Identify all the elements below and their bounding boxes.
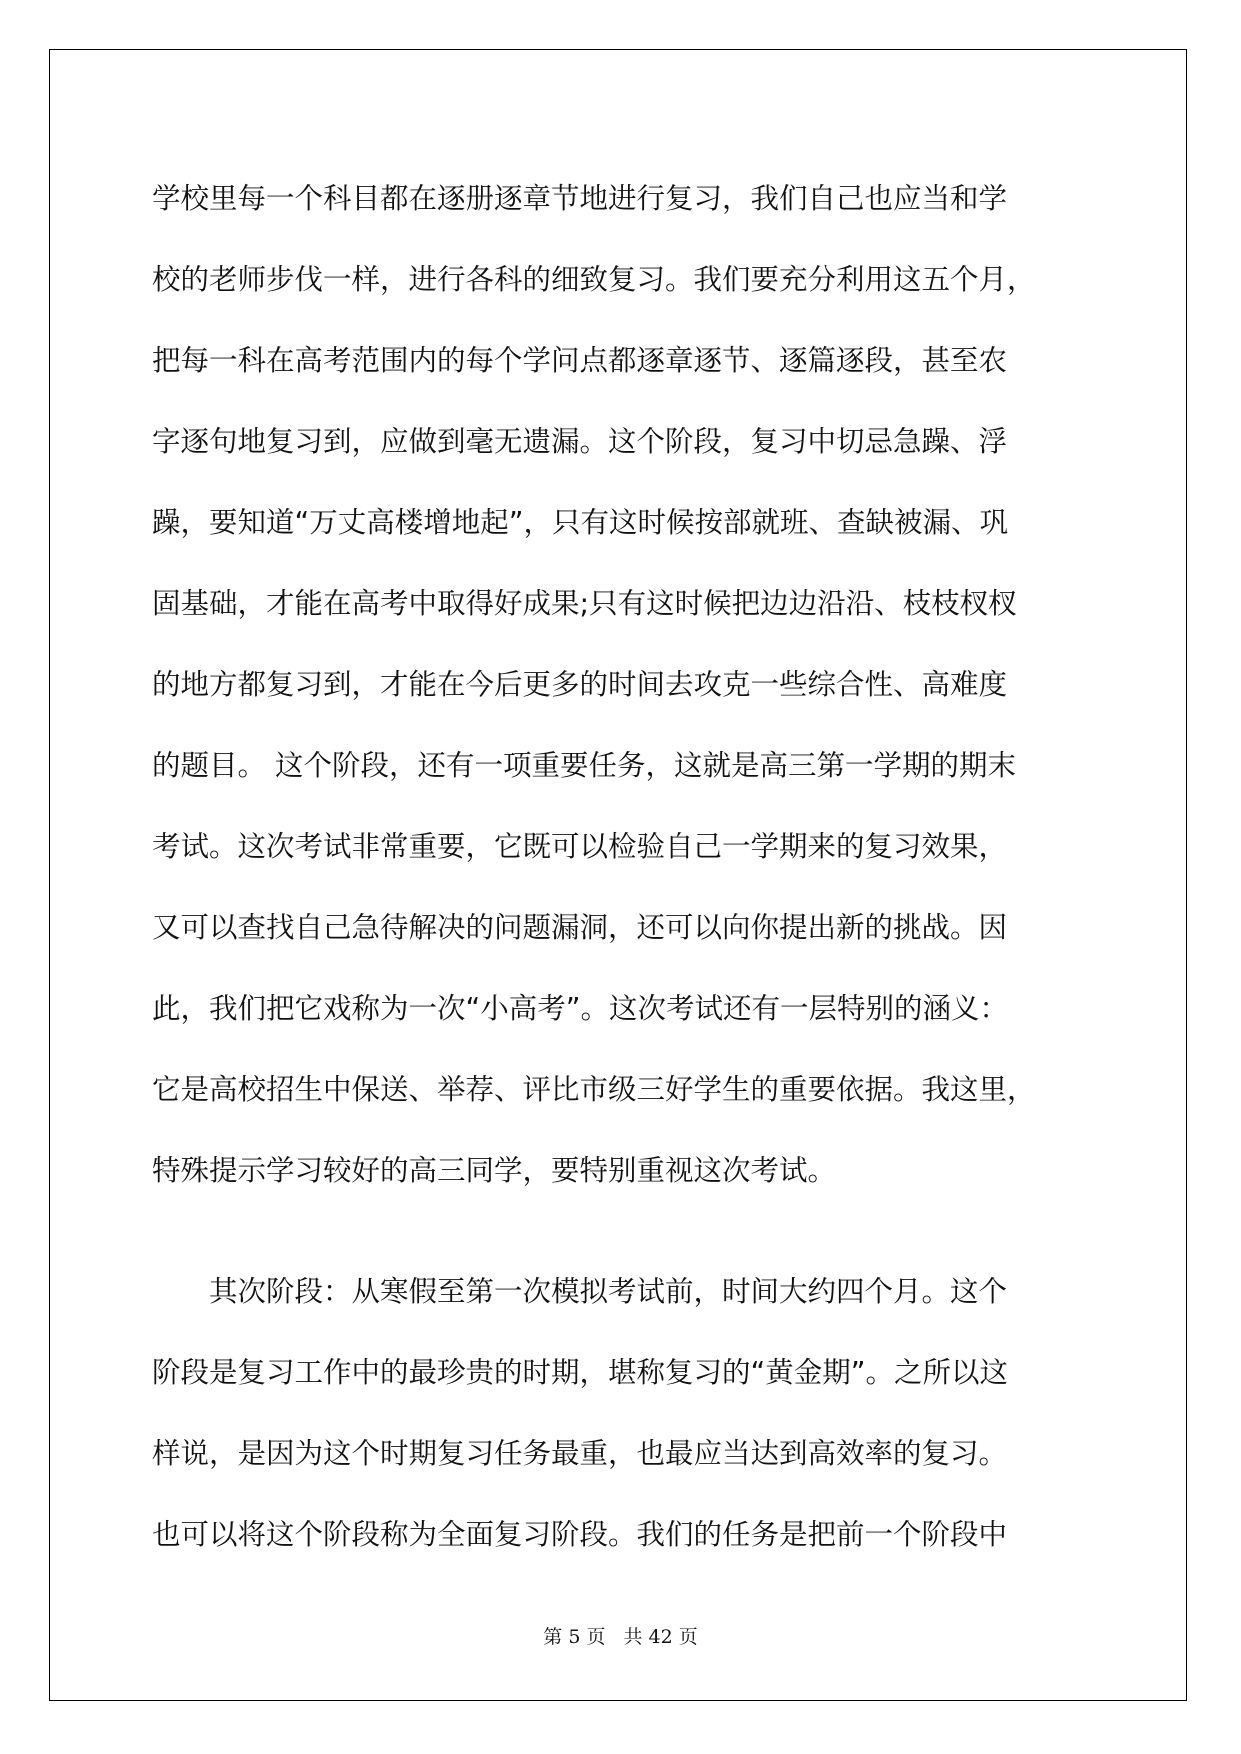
text-line: 固基础，才能在高考中取得好成果;只有这时候把边边沿沿、枝枝杈杈: [152, 587, 1017, 620]
text-line: 考试。这次考试非常重要，它既可以检验自己一学期来的复习效果，: [152, 830, 1008, 863]
text-line: 学校里每一个科目都在逐册逐章节地进行复习，我们自己也应当和学: [152, 182, 1008, 215]
text-line: 的地方都复习到，才能在今后更多的时间去攻克一些综合性、高难度: [152, 668, 1008, 701]
text-line: 躁，要知道“万丈高楼增地起”，只有这时候按部就班、查缺被漏、巩: [152, 506, 1009, 539]
page-number-total: 共 42 页: [623, 1626, 698, 1648]
page-footer: [0, 1622, 1241, 1649]
page-number-current: 第 5 页: [543, 1626, 606, 1648]
text-line: 其次阶段：从寒假至第一次模拟考试前，时间大约四个月。这个: [152, 1275, 1008, 1308]
document-body: [152, 158, 1102, 1575]
text-line: 把每一科在高考范围内的每个学问点都逐章逐节、逐篇逐段，甚至农: [152, 344, 1008, 377]
text-line: 它是高校招生中保送、举荐、评比市级三好学生的重要依据。我这里，: [152, 1073, 1036, 1106]
text-line: 阶段是复习工作中的最珍贵的时期，堪称复习的“黄金期”。之所以这: [152, 1356, 1009, 1389]
text-line: 特殊提示学习较好的高三同学，要特别重视这次考试。: [152, 1154, 837, 1187]
text-line: 字逐句地复习到，应做到毫无遗漏。这个阶段，复习中切忌急躁、浮: [152, 425, 1008, 458]
text-line: 校的老师步伐一样，进行各科的细致复习。我们要充分利用这五个月，: [152, 263, 1036, 296]
text-line: 样说，是因为这个时期复习任务最重，也最应当达到高效率的复习。: [152, 1437, 1008, 1470]
text-line: 此，我们把它戏称为一次“小高考”。这次考试还有一层特别的涵义：: [152, 992, 1009, 1025]
text-line: 的题目。 这个阶段，还有一项重要任务，这就是高三第一学期的期末: [152, 749, 1017, 782]
paragraph-gap: [152, 1211, 1102, 1251]
text-line: 也可以将这个阶段称为全面复习阶段。我们的任务是把前一个阶段中: [152, 1518, 1008, 1551]
text-line: 又可以查找自己急待解决的问题漏洞，还可以向你提出新的挑战。因: [152, 911, 1008, 944]
